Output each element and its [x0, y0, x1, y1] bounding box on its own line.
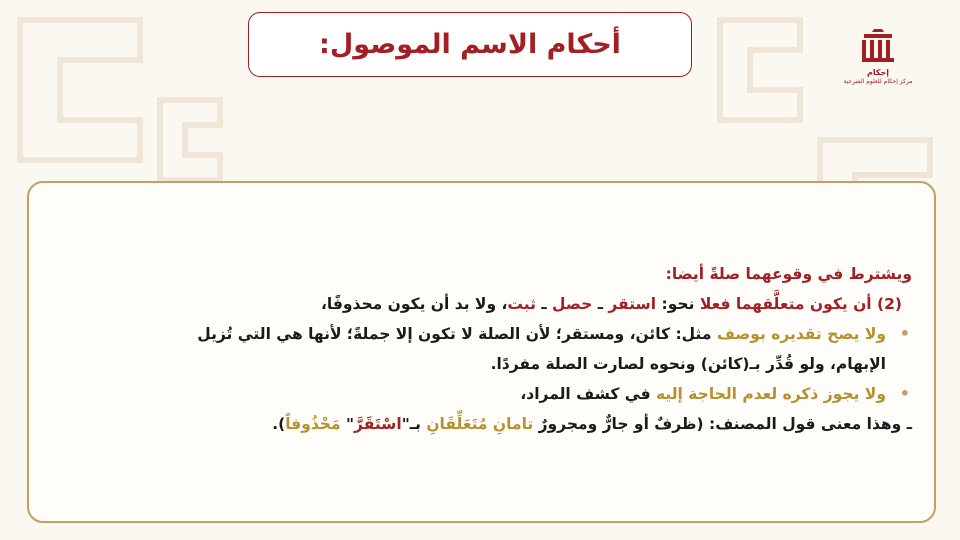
bullet-2-lead: ولا يجوز ذكره لعدم الحاجة إليه — [656, 385, 886, 403]
final-red-1: اسْتَقَرَّ — [354, 415, 402, 433]
final-mid: ظرفٌ أو جارٌّ ومجرورٌ — [538, 415, 697, 433]
point-2-ex2: حصل — [552, 295, 593, 313]
logo-subtitle: مركز إحكام للعلوم الشرعية — [843, 78, 913, 85]
final-quote: " — [340, 415, 355, 433]
heading-line: ويشترط في وقوعهما صلةً أيضا: — [665, 265, 912, 283]
logo — [843, 28, 913, 96]
final-gold-2: مَحْذُوفاً — [285, 415, 341, 433]
page-title: أحكام الاسم الموصول: — [319, 29, 621, 60]
bullet-1-rest: مثل: كائن، ومستقر؛ لأن الصلة لا تكون إلا جملةً؛ لأنها هي التي تُزيل — [197, 325, 717, 343]
point-2-tail: ، ولا بد أن يكون محذوفًا، — [321, 295, 508, 313]
bullet-2-rest: في كشف المراد، — [520, 385, 656, 403]
point-2-line — [52, 289, 912, 319]
point-2-ex3: ثبت — [507, 295, 536, 313]
point-2-ex1: استقر — [608, 295, 657, 313]
final-lead: ـ وهذا معنى قول المصنف: ( — [696, 415, 912, 433]
point-2-nahw: نحو: — [661, 295, 695, 313]
final-line — [52, 409, 912, 439]
bullet-dot-icon: • — [899, 384, 910, 403]
point-2-number: (2) — [877, 295, 902, 313]
content-box — [27, 181, 936, 523]
title-box — [248, 12, 692, 77]
bullet-1-cont: الإبهام، ولو قُدِّر بـ(كائن) ونحوه لصارت الصلة مفردًا. — [490, 355, 886, 373]
bullet-dot-icon: • — [899, 324, 910, 343]
logo-brand: إحكام — [866, 68, 890, 77]
final-bi: بـ" — [401, 415, 427, 433]
final-gold-1: تامانِ مُتَعَلِّقَانِ — [426, 415, 539, 433]
point-2-intro: أن يكون متعلَّقهما فعلا — [699, 295, 872, 313]
point-2-sep1: ـ — [592, 295, 609, 313]
content-text — [52, 259, 912, 439]
bullet-1 — [52, 319, 912, 349]
bullet-2 — [52, 379, 912, 409]
point-2-sep2: ـ — [535, 295, 553, 313]
bullet-1-lead: ولا يصح تقديره بوصف — [716, 325, 886, 343]
logo-mark-icon — [856, 28, 900, 66]
final-end: ). — [272, 415, 286, 433]
